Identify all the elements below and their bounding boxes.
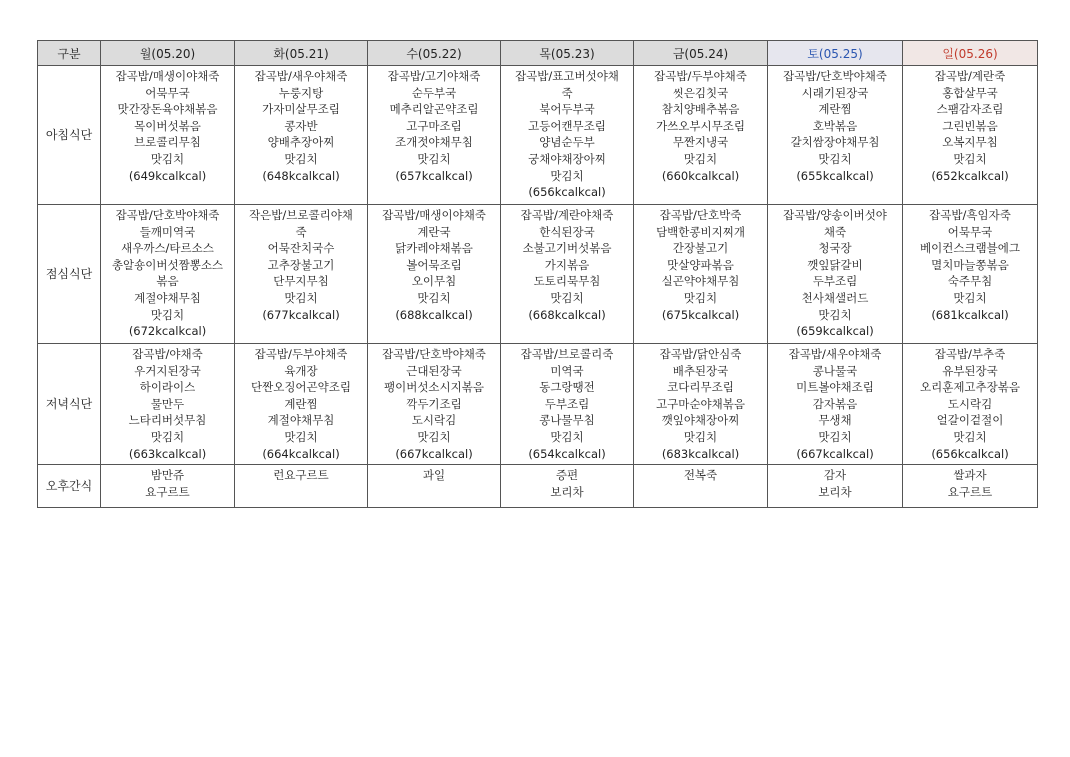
dish-item: 팽이버섯소시지볶음 xyxy=(384,380,484,395)
dish-item: 맛간장돈육야채볶음 xyxy=(117,102,218,117)
dish-item: (648kcalkcal) xyxy=(262,168,340,183)
menu-cell-snack-sat xyxy=(768,465,903,508)
dish-item: 깻잎야채장아찌 xyxy=(661,413,740,428)
menu-cell-dinner-thu xyxy=(501,344,634,465)
dish-item: 물만두 xyxy=(150,396,185,411)
dish-item: 느타리버섯무침 xyxy=(128,413,207,428)
dish-item: 잡곡밥/브로콜리죽 xyxy=(520,347,614,361)
dish-item: 어묵무국 xyxy=(145,85,190,100)
meal-label-lunch: 점심식단 xyxy=(38,205,101,344)
dish-item: (652kcalkcal) xyxy=(931,168,1009,183)
dish-item: 도시락김 xyxy=(947,396,993,411)
dish-item: 도시락김 xyxy=(411,413,457,428)
dish-item: 담백한콩비지찌개 xyxy=(656,224,745,239)
dish-item: 잡곡밥/매생이야채죽 xyxy=(115,69,220,83)
meal-row-dinner xyxy=(38,344,1038,465)
dish-item: 순두부국 xyxy=(411,85,457,100)
dish-item: 단무지무침 xyxy=(273,274,329,289)
dish-item: 목이버섯볶음 xyxy=(134,118,201,133)
dish-item: 깻잎닭갈비 xyxy=(807,257,863,272)
dish-item: 양념순두부 xyxy=(539,135,595,150)
dish-item: 밤만쥬 xyxy=(150,468,185,482)
dish-item: 북어두부국 xyxy=(539,102,595,117)
dish-item: 맛김치 xyxy=(150,429,185,444)
header-row xyxy=(38,41,1038,66)
dish-item: (656kcalkcal) xyxy=(931,446,1009,461)
dish-item: 콩자반 xyxy=(284,118,318,133)
dish-item: 과일 xyxy=(422,468,446,482)
dish-item: 무짠지냉국 xyxy=(672,135,729,150)
dish-item: (672kcalkcal) xyxy=(128,324,207,339)
dish-item: (668kcalkcal) xyxy=(528,307,606,322)
dish-item: (660kcalkcal) xyxy=(661,168,740,183)
dish-item: 잡곡밥/부추죽 xyxy=(934,347,1006,361)
dish-item: 메추리알곤약조림 xyxy=(389,102,479,117)
dish-item: 스팸감자조림 xyxy=(936,102,1004,117)
dish-item: 보리차 xyxy=(550,484,584,499)
meal-row-lunch xyxy=(38,205,1038,344)
dish-item: 근대된장국 xyxy=(406,363,462,378)
weekly-menu-table xyxy=(37,40,1038,508)
dish-item: 코다리무조림 xyxy=(667,380,734,395)
dish-item: 볶음 xyxy=(156,274,179,289)
meal-row-breakfast xyxy=(38,66,1038,205)
dish-item: 맛김치 xyxy=(150,307,185,322)
day-header-tue: 화(05.21) xyxy=(235,41,368,66)
dish-item: 브로콜리무침 xyxy=(134,135,201,150)
dish-item: 가지볶음 xyxy=(544,257,590,272)
dish-item: 가자미살무조림 xyxy=(262,102,340,117)
dish-item: 감자 xyxy=(823,468,847,482)
dish-item: 쌀과자 xyxy=(953,468,987,482)
dish-item: 씻은김칫국 xyxy=(672,85,729,100)
menu-cell-breakfast-wed xyxy=(368,66,501,205)
day-header-sun: 일(05.26) xyxy=(903,41,1038,66)
menu-cell-dinner-sun xyxy=(903,344,1038,465)
day-header-thu: 목(05.23) xyxy=(501,41,634,66)
dish-item: (675kcalkcal) xyxy=(661,307,740,322)
dish-item: 잡곡밥/닭안심죽 xyxy=(659,347,742,361)
dish-item: 배추된장국 xyxy=(672,363,729,378)
meal-label-dinner: 저녁식단 xyxy=(38,344,101,465)
header-corner: 구분 xyxy=(38,41,101,66)
dish-item: 잡곡밥/계란죽 xyxy=(934,69,1006,83)
menu-cell-dinner-wed xyxy=(368,344,501,465)
dish-item: 맛살양파볶음 xyxy=(667,257,734,272)
dish-item: 맛김치 xyxy=(953,151,987,166)
dish-item: (677kcalkcal) xyxy=(262,307,340,322)
dish-item: 고추장불고기 xyxy=(267,257,335,272)
menu-cell-lunch-fri xyxy=(634,205,768,344)
dish-item: 계절야채무침 xyxy=(267,413,335,428)
dish-item: 실곤약야채무침 xyxy=(661,274,740,289)
menu-cell-dinner-sat xyxy=(768,344,903,465)
dish-item: (667kcalkcal) xyxy=(796,446,874,461)
dish-item: 그린빈볶음 xyxy=(942,118,998,133)
dish-item: 잡곡밥/단호박야채죽 xyxy=(115,208,220,222)
dish-item: 시래기된장국 xyxy=(801,85,869,100)
menu-cell-snack-mon xyxy=(101,465,235,508)
dish-item: 잡곡밥/야채죽 xyxy=(132,347,203,361)
dish-item: 잡곡밥/흑임자죽 xyxy=(929,208,1011,222)
menu-cell-snack-fri xyxy=(634,465,768,508)
dish-item: 멸치마늘쫑볶음 xyxy=(931,257,1009,272)
dish-item: 어묵무국 xyxy=(947,224,993,239)
dish-item: 맛김치 xyxy=(550,429,584,444)
dish-item: 런요구르트 xyxy=(273,468,329,482)
dish-item: 무생채 xyxy=(818,413,852,428)
menu-cell-snack-tue xyxy=(235,465,368,508)
dish-item: 새우까스/타르소스 xyxy=(121,241,214,256)
dish-item: 동그랑땡전 xyxy=(539,380,595,395)
dish-item: 간장불고기 xyxy=(672,241,729,256)
dish-item: 미역국 xyxy=(550,363,584,378)
day-header-wed: 수(05.22) xyxy=(368,41,501,66)
dish-item: 잡곡밥/두부야채죽 xyxy=(254,347,348,361)
dish-item: 작은밥/브로콜리야채 xyxy=(249,208,353,222)
menu-cell-lunch-thu xyxy=(501,205,634,344)
dish-item: (683kcalkcal) xyxy=(661,446,740,461)
dish-item: (659kcalkcal) xyxy=(796,324,874,339)
dish-item: 고구마순야채볶음 xyxy=(656,396,745,411)
dish-item: (649kcalkcal) xyxy=(128,168,207,183)
dish-item: 콩나물무침 xyxy=(539,413,595,428)
dish-item: 고등어캔무조림 xyxy=(528,118,606,133)
dish-item: 오이무침 xyxy=(411,274,457,289)
dish-item: 호박볶음 xyxy=(812,118,858,133)
menu-cell-lunch-sat xyxy=(768,205,903,344)
dish-item: 도토리묵무침 xyxy=(533,274,601,289)
dish-item: 맛김치 xyxy=(284,290,318,305)
dish-item: 잡곡밥/양송이버섯야 xyxy=(783,208,887,222)
dish-item: 고구마조림 xyxy=(406,118,462,133)
menu-cell-breakfast-fri xyxy=(634,66,768,205)
menu-cell-snack-thu xyxy=(501,465,634,508)
menu-cell-dinner-tue xyxy=(235,344,368,465)
dish-item: 죽 xyxy=(295,224,307,239)
dish-item: (663kcalkcal) xyxy=(128,446,207,461)
dish-item: 갈치쌈장야채무침 xyxy=(790,135,880,150)
menu-cell-lunch-sun xyxy=(903,205,1038,344)
dish-item: 들깨미역국 xyxy=(139,224,196,239)
dish-item: 천사채샐러드 xyxy=(801,290,869,305)
menu-cell-snack-wed xyxy=(368,465,501,508)
meal-row-snack xyxy=(38,465,1038,508)
dish-item: 콩나물국 xyxy=(812,363,858,378)
dish-item: 어묵잔치국수 xyxy=(267,241,335,256)
dish-item: 참치양배추볶음 xyxy=(661,102,740,117)
dish-item: 맛김치 xyxy=(683,429,718,444)
dish-item: 잡곡밥/표고버섯야채 xyxy=(515,69,619,83)
dish-item: (688kcalkcal) xyxy=(395,307,473,322)
dish-item: 조개젓야채무침 xyxy=(395,135,473,150)
dish-item: 잡곡밥/새우야채죽 xyxy=(254,69,348,83)
dish-item: (654kcalkcal) xyxy=(528,446,606,461)
dish-item: 깍두기조림 xyxy=(406,396,462,411)
dish-item: 홍합살무국 xyxy=(942,85,998,100)
dish-item: (657kcalkcal) xyxy=(395,168,473,183)
dish-item: (655kcalkcal) xyxy=(796,168,874,183)
dish-item: 단짠오징어곤약조림 xyxy=(251,380,351,395)
dish-item: (681kcalkcal) xyxy=(931,307,1009,322)
dish-item: (664kcalkcal) xyxy=(262,446,340,461)
day-header-fri: 금(05.24) xyxy=(634,41,768,66)
dish-item: 청국장 xyxy=(818,241,852,256)
dish-item: 맛김치 xyxy=(417,151,451,166)
dish-item: 베이컨스크램블에그 xyxy=(920,241,1020,256)
menu-cell-breakfast-sat xyxy=(768,66,903,205)
dish-item: 유부된장국 xyxy=(942,363,998,378)
menu-cell-lunch-wed xyxy=(368,205,501,344)
dish-item: 맛김치 xyxy=(550,168,584,183)
menu-cell-breakfast-thu xyxy=(501,66,634,205)
dish-item: 잡곡밥/고기야채죽 xyxy=(387,69,481,83)
dish-item: 계절야채무침 xyxy=(134,290,201,305)
dish-item: 맛김치 xyxy=(818,429,852,444)
dish-item: 맛김치 xyxy=(953,429,987,444)
dish-item: 잡곡밥/단호박야채죽 xyxy=(382,347,486,361)
dish-item: 계란찜 xyxy=(818,102,852,117)
menu-cell-snack-sun xyxy=(903,465,1038,508)
dish-item: 잡곡밥/매생이야채죽 xyxy=(382,208,486,222)
dish-item: 맛김치 xyxy=(550,290,584,305)
menu-cell-breakfast-sun xyxy=(903,66,1038,205)
day-header-mon: 월(05.20) xyxy=(101,41,235,66)
dish-item: 오리훈제고추장볶음 xyxy=(920,380,1020,395)
dish-item: 증편 xyxy=(555,468,579,482)
dish-item: 요구르트 xyxy=(145,484,190,499)
dish-item: 두부조림 xyxy=(544,396,590,411)
dish-item: 양배추장아찌 xyxy=(267,135,335,150)
dish-item: 잡곡밥/단호박야채죽 xyxy=(783,69,887,83)
dish-item: 맛김치 xyxy=(417,290,451,305)
dish-item: 총알숑이버섯짬뽕소스 xyxy=(111,257,224,272)
dish-item: 가쓰오부시무조림 xyxy=(656,118,745,133)
dish-item: 소불고기버섯볶음 xyxy=(522,241,612,256)
dish-item: (656kcalkcal) xyxy=(528,185,606,200)
dish-item: 계란찜 xyxy=(284,396,318,411)
dish-item: 우거지된장국 xyxy=(134,363,201,378)
dish-item: 잡곡밥/단호박죽 xyxy=(659,208,742,222)
dish-item: 미트볼야채조림 xyxy=(796,380,874,395)
dish-item: 맛김치 xyxy=(818,307,852,322)
menu-cell-dinner-fri xyxy=(634,344,768,465)
dish-item: 전복죽 xyxy=(683,468,718,482)
meal-label-snack: 오후간식 xyxy=(38,465,101,508)
dish-item: 잡곡밥/계란야채죽 xyxy=(520,208,614,222)
dish-item: 맛김치 xyxy=(953,290,987,305)
dish-item: 채죽 xyxy=(823,224,847,239)
dish-item: 얼갈이겉절이 xyxy=(936,413,1004,428)
menu-cell-dinner-mon xyxy=(101,344,235,465)
dish-item: 궁채야채장아찌 xyxy=(528,151,606,166)
dish-item: 오복지무침 xyxy=(942,135,998,150)
dish-item: 두부조림 xyxy=(812,274,858,289)
dish-item: 죽 xyxy=(561,85,573,100)
meal-label-breakfast: 아침식단 xyxy=(38,66,101,205)
dish-item: 닭카레야채볶음 xyxy=(395,241,473,256)
dish-item: 맛김치 xyxy=(150,151,185,166)
dish-item: 요구르트 xyxy=(947,484,993,499)
dish-item: 맛김치 xyxy=(683,151,718,166)
dish-item: 숙주무침 xyxy=(947,274,993,289)
menu-cell-breakfast-mon xyxy=(101,66,235,205)
menu-cell-lunch-tue xyxy=(235,205,368,344)
dish-item: 보리차 xyxy=(818,484,852,499)
menu-cell-lunch-mon xyxy=(101,205,235,344)
dish-item: 육개장 xyxy=(284,363,318,378)
dish-item: 맛김치 xyxy=(284,429,318,444)
day-header-sat: 토(05.25) xyxy=(768,41,903,66)
dish-item: 맛김치 xyxy=(683,290,718,305)
dish-item: 하이라이스 xyxy=(139,380,196,395)
dish-item: 감자볶음 xyxy=(812,396,858,411)
dish-item: (667kcalkcal) xyxy=(395,446,473,461)
dish-item: 맛김치 xyxy=(284,151,318,166)
dish-item: 볼어묵조림 xyxy=(406,257,462,272)
dish-item: 맛김치 xyxy=(818,151,852,166)
menu-body xyxy=(38,66,1038,508)
dish-item: 맛김치 xyxy=(417,429,451,444)
dish-item: 잡곡밥/두부야채죽 xyxy=(654,69,747,83)
dish-item: 잡곡밥/새우야채죽 xyxy=(788,347,882,361)
dish-item: 누룽지탕 xyxy=(278,85,324,100)
menu-cell-breakfast-tue xyxy=(235,66,368,205)
dish-item: 한식된장국 xyxy=(539,224,595,239)
dish-item: 계란국 xyxy=(417,224,451,239)
